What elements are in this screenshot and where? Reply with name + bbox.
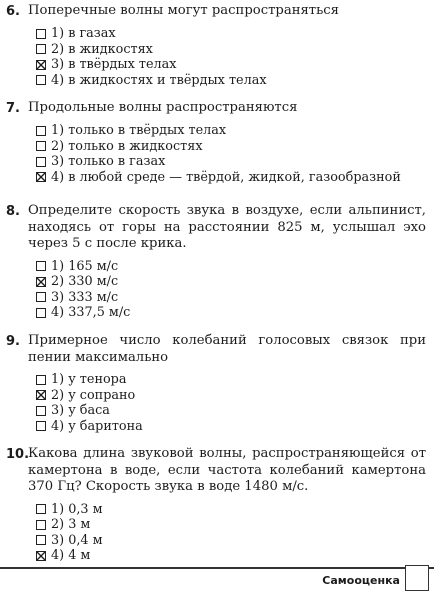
- checkbox[interactable]: [36, 292, 46, 302]
- option-1[interactable]: [36, 259, 430, 275]
- self-assessment-label: Самооценка: [322, 574, 400, 587]
- question-7: [6, 100, 430, 185]
- option-4[interactable]: [36, 419, 430, 435]
- question-10: [6, 446, 430, 564]
- checkbox[interactable]: [36, 308, 46, 318]
- option-label: 4) у баритона: [51, 418, 143, 434]
- option-2[interactable]: [36, 42, 430, 58]
- options-list: [36, 259, 430, 321]
- question-9: [6, 333, 430, 434]
- checkbox[interactable]: [36, 520, 46, 530]
- option-4[interactable]: [36, 170, 430, 186]
- option-label: 1) в газах: [51, 26, 116, 42]
- self-assessment-box[interactable]: [405, 565, 429, 591]
- question-text: Примерное число колебаний голосовых связок при пении максимально: [28, 333, 426, 365]
- option-label: 2) у сопрано: [51, 387, 136, 403]
- options-list: [36, 26, 430, 88]
- option-3[interactable]: [36, 403, 430, 419]
- option-label: 1) у тенора: [51, 372, 127, 388]
- question-number: 10.: [6, 447, 30, 462]
- option-3[interactable]: [36, 290, 430, 306]
- cross-mark-icon: [36, 172, 46, 182]
- option-2[interactable]: [36, 139, 430, 155]
- checkbox-checked[interactable]: [36, 277, 46, 287]
- checkbox[interactable]: [36, 375, 46, 385]
- option-2[interactable]: [36, 517, 430, 533]
- option-label: 2) только в жидкостях: [51, 138, 203, 154]
- option-label: 4) в любой среде — твёрдой, жидкой, газообразной: [51, 169, 401, 185]
- checkbox[interactable]: [36, 504, 46, 514]
- question-text: Определите скорость звука в воздухе, если альпинист, находясь от горы на расстоянии 825 м, услышал эхо через 5 с после крика.: [28, 203, 426, 251]
- checkbox[interactable]: [36, 535, 46, 545]
- option-3[interactable]: [36, 533, 430, 549]
- option-3[interactable]: [36, 154, 430, 170]
- cross-mark-icon: [36, 551, 46, 561]
- question-text: Поперечные волны могут распространяться: [28, 3, 339, 18]
- option-label: 3) 0,4 м: [51, 532, 103, 548]
- checkbox[interactable]: [36, 421, 46, 431]
- checkbox-checked[interactable]: [36, 551, 46, 561]
- options-list: [36, 372, 430, 434]
- question-text: Какова длина звуковой волны, распространяющейся от камертона в воде, если частота колебаний камертона 370 Гц? Скорость звука в воде 1480 м/с.: [28, 446, 426, 494]
- option-2[interactable]: [36, 274, 430, 290]
- option-label: 3) 333 м/с: [51, 289, 119, 305]
- checkbox-checked[interactable]: [36, 390, 46, 400]
- option-label: 3) у баса: [51, 403, 110, 419]
- checkbox[interactable]: [36, 406, 46, 416]
- option-1[interactable]: [36, 123, 430, 139]
- option-label: 2) 330 м/с: [51, 274, 119, 290]
- option-label: 4) 4 м: [51, 548, 91, 564]
- option-4[interactable]: [36, 548, 430, 564]
- question-number: 7.: [6, 101, 20, 116]
- checkbox[interactable]: [36, 29, 46, 39]
- question-number: 6.: [6, 4, 20, 19]
- options-list: [36, 502, 430, 564]
- option-4[interactable]: [36, 73, 430, 89]
- cross-mark-icon: [36, 60, 46, 70]
- options-list: [36, 123, 430, 185]
- option-4[interactable]: [36, 305, 430, 321]
- question-text: Продольные волны распространяются: [28, 100, 298, 115]
- checkbox-checked[interactable]: [36, 60, 46, 70]
- option-1[interactable]: [36, 502, 430, 518]
- cross-mark-icon: [36, 390, 46, 400]
- option-1[interactable]: [36, 372, 430, 388]
- option-label: 1) 0,3 м: [51, 501, 103, 517]
- option-label: 2) в жидкостях: [51, 41, 153, 57]
- checkbox[interactable]: [36, 261, 46, 271]
- question-number: 8.: [6, 204, 20, 219]
- question-6: [6, 3, 430, 88]
- option-label: 3) только в газах: [51, 154, 166, 170]
- option-label: 4) в жидкостях и твёрдых телах: [51, 72, 267, 88]
- checkbox-checked[interactable]: [36, 172, 46, 182]
- question-number: 9.: [6, 334, 20, 349]
- option-2[interactable]: [36, 388, 430, 404]
- checkbox[interactable]: [36, 157, 46, 167]
- question-8: [6, 203, 430, 321]
- checkbox[interactable]: [36, 141, 46, 151]
- option-label: 3) в твёрдых телах: [51, 57, 177, 73]
- checkbox[interactable]: [36, 44, 46, 54]
- footer-divider: [0, 567, 434, 569]
- option-label: 1) 165 м/с: [51, 258, 119, 274]
- option-label: 4) 337,5 м/с: [51, 305, 131, 321]
- option-1[interactable]: [36, 26, 430, 42]
- option-3[interactable]: [36, 57, 430, 73]
- checkbox[interactable]: [36, 75, 46, 85]
- option-label: 2) 3 м: [51, 517, 91, 533]
- cross-mark-icon: [36, 277, 46, 287]
- option-label: 1) только в твёрдых телах: [51, 123, 227, 139]
- checkbox[interactable]: [36, 126, 46, 136]
